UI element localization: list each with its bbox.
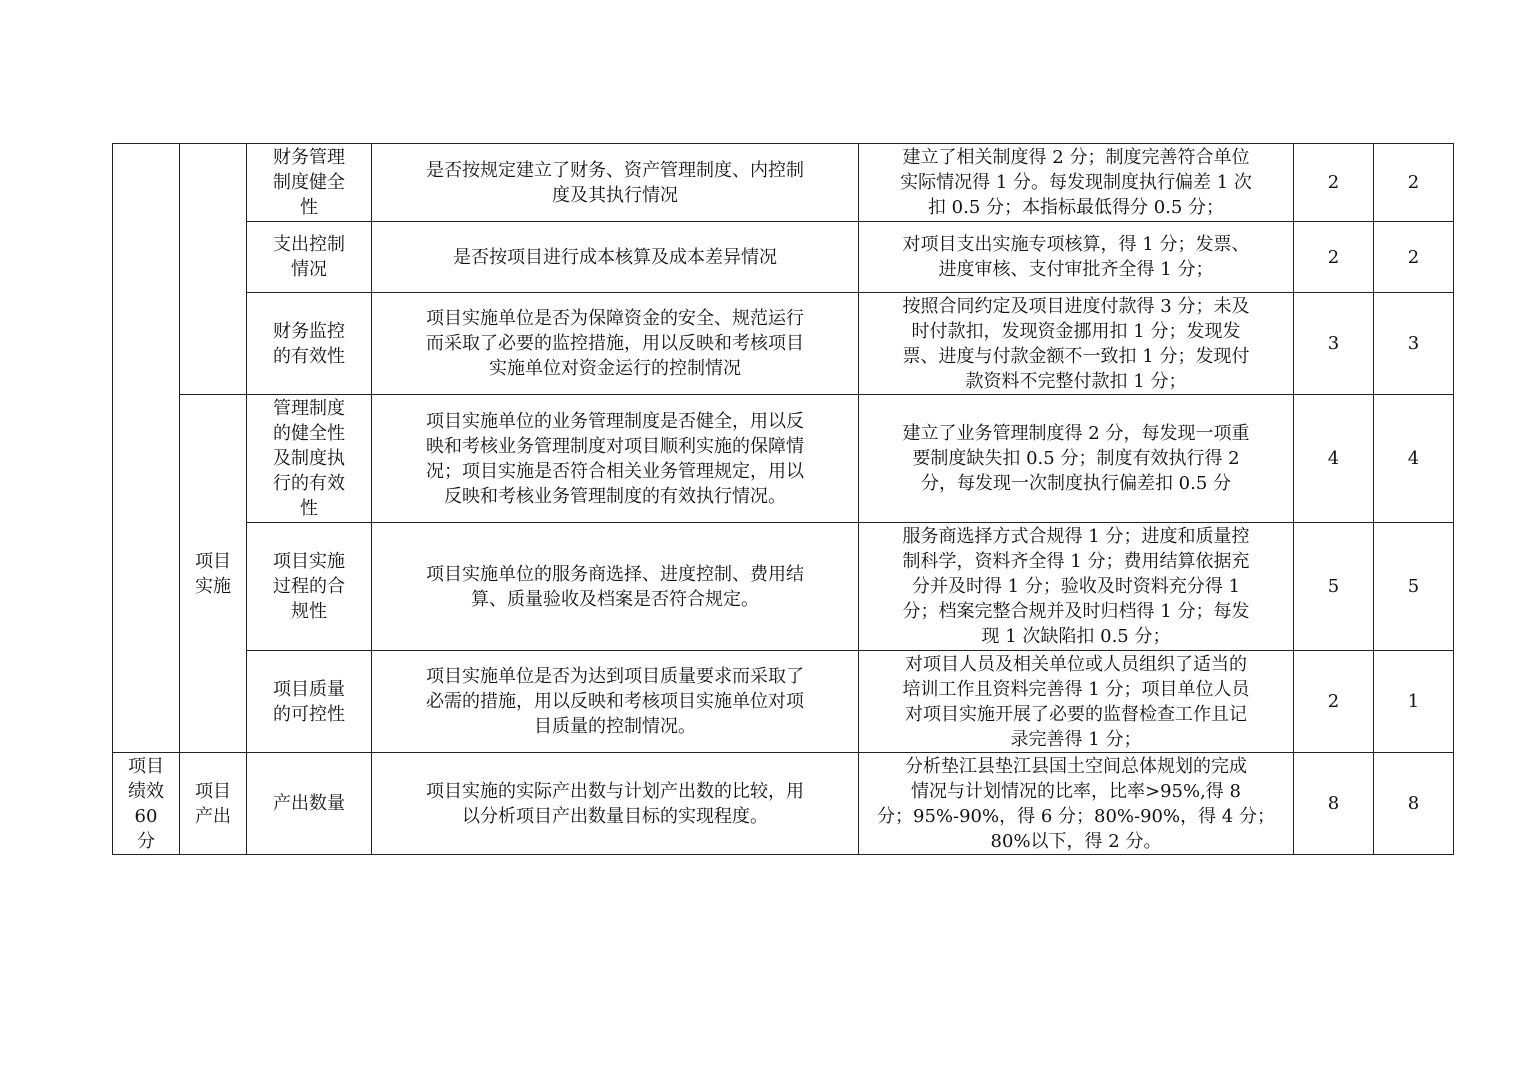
first-level-blank-cell bbox=[113, 144, 180, 753]
description-cell: 项目实施的实际产出数与计划产出数的比较，用 以分析项目产出数量目标的实现程度。 bbox=[372, 753, 859, 855]
table-row bbox=[113, 651, 1454, 753]
table-row bbox=[113, 523, 1454, 651]
score-cell: 2 bbox=[1374, 144, 1454, 222]
table-row bbox=[113, 395, 1454, 523]
criteria-cell: 建立了业务管理制度得 2 分，每发现一项重 要制度缺失扣 0.5 分；制度有效执行得 2 分，每发现一次制度执行偏差扣 0.5 分 bbox=[859, 395, 1294, 523]
indicator-cell: 项目质量 的可控性 bbox=[247, 651, 372, 753]
criteria-cell: 分析垫江县垫江县国土空间总体规划的完成 情况与计划情况的比率，比率>95%,得 8 分；95%-90%，得 6 分；80%-90%，得 4 分； 80%以下，得 2 分。 bbox=[859, 753, 1294, 855]
category-project-performance: 项目 绩效 60 分 bbox=[113, 753, 180, 855]
score-cell: 3 bbox=[1374, 293, 1454, 395]
score-cell: 5 bbox=[1374, 523, 1454, 651]
description-cell: 项目实施单位的业务管理制度是否健全，用以反 映和考核业务管理制度对项目顺利实施的保障情 况；项目实施是否符合相关业务管理规定，用以 反映和考核业务管理制度的有效执行情况。 bbox=[372, 395, 859, 523]
indicator-cell: 产出数量 bbox=[247, 753, 372, 855]
criteria-cell: 服务商选择方式合规得 1 分；进度和质量控 制科学，资料齐全得 1 分；费用结算依据充 分并及时得 1 分；验收及时资料充分得 1 分；档案完整合规并及时归档得 1 分；每发 现 1 次缺陷扣 0.5 分； bbox=[859, 523, 1294, 651]
weight-cell: 3 bbox=[1294, 293, 1374, 395]
weight-cell: 8 bbox=[1294, 753, 1374, 855]
weight-cell: 2 bbox=[1294, 222, 1374, 293]
criteria-cell: 对项目人员及相关单位或人员组织了适当的 培训工作且资料完善得 1 分；项目单位人员 对项目实施开展了必要的监督检查工作且记 录完善得 1 分； bbox=[859, 651, 1294, 753]
weight-cell: 5 bbox=[1294, 523, 1374, 651]
score-cell: 4 bbox=[1374, 395, 1454, 523]
weight-cell: 2 bbox=[1294, 144, 1374, 222]
table-row bbox=[113, 293, 1454, 395]
score-cell: 2 bbox=[1374, 222, 1454, 293]
weight-cell: 2 bbox=[1294, 651, 1374, 753]
indicator-cell: 支出控制 情况 bbox=[247, 222, 372, 293]
criteria-cell: 对项目支出实施专项核算，得 1 分；发票、 进度审核、支付审批齐全得 1 分； bbox=[859, 222, 1294, 293]
score-cell: 8 bbox=[1374, 753, 1454, 855]
description-cell: 是否按规定建立了财务、资产管理制度、内控制 度及其执行情况 bbox=[372, 144, 859, 222]
criteria-cell: 建立了相关制度得 2 分；制度完善符合单位 实际情况得 1 分。每发现制度执行偏差 1 次 扣 0.5 分；本指标最低得分 0.5 分； bbox=[859, 144, 1294, 222]
indicator-cell: 财务监控 的有效性 bbox=[247, 293, 372, 395]
category-project-output: 项目 产出 bbox=[180, 753, 247, 855]
criteria-cell: 按照合同约定及项目进度付款得 3 分；未及 时付款扣，发现资金挪用扣 1 分；发现发 票、进度与付款金额不一致扣 1 分；发现付 款资料不完整付款扣 1 分； bbox=[859, 293, 1294, 395]
evaluation-table bbox=[112, 143, 1454, 855]
weight-cell: 4 bbox=[1294, 395, 1374, 523]
table-row bbox=[113, 222, 1454, 293]
indicator-cell: 项目实施 过程的合 规性 bbox=[247, 523, 372, 651]
table-row bbox=[113, 144, 1454, 222]
table-row bbox=[113, 753, 1454, 855]
description-cell: 项目实施单位是否为保障资金的安全、规范运行 而采取了必要的监控措施，用以反映和考核项目 实施单位对资金运行的控制情况 bbox=[372, 293, 859, 395]
description-cell: 是否按项目进行成本核算及成本差异情况 bbox=[372, 222, 859, 293]
description-cell: 项目实施单位的服务商选择、进度控制、费用结 算、质量验收及档案是否符合规定。 bbox=[372, 523, 859, 651]
second-level-blank-cell bbox=[180, 144, 247, 395]
score-cell: 1 bbox=[1374, 651, 1454, 753]
description-cell: 项目实施单位是否为达到项目质量要求而采取了 必需的措施，用以反映和考核项目实施单位对项 目质量的控制情况。 bbox=[372, 651, 859, 753]
category-project-implementation: 项目 实施 bbox=[180, 395, 247, 753]
indicator-cell: 财务管理 制度健全 性 bbox=[247, 144, 372, 222]
indicator-cell: 管理制度 的健全性 及制度执 行的有效 性 bbox=[247, 395, 372, 523]
